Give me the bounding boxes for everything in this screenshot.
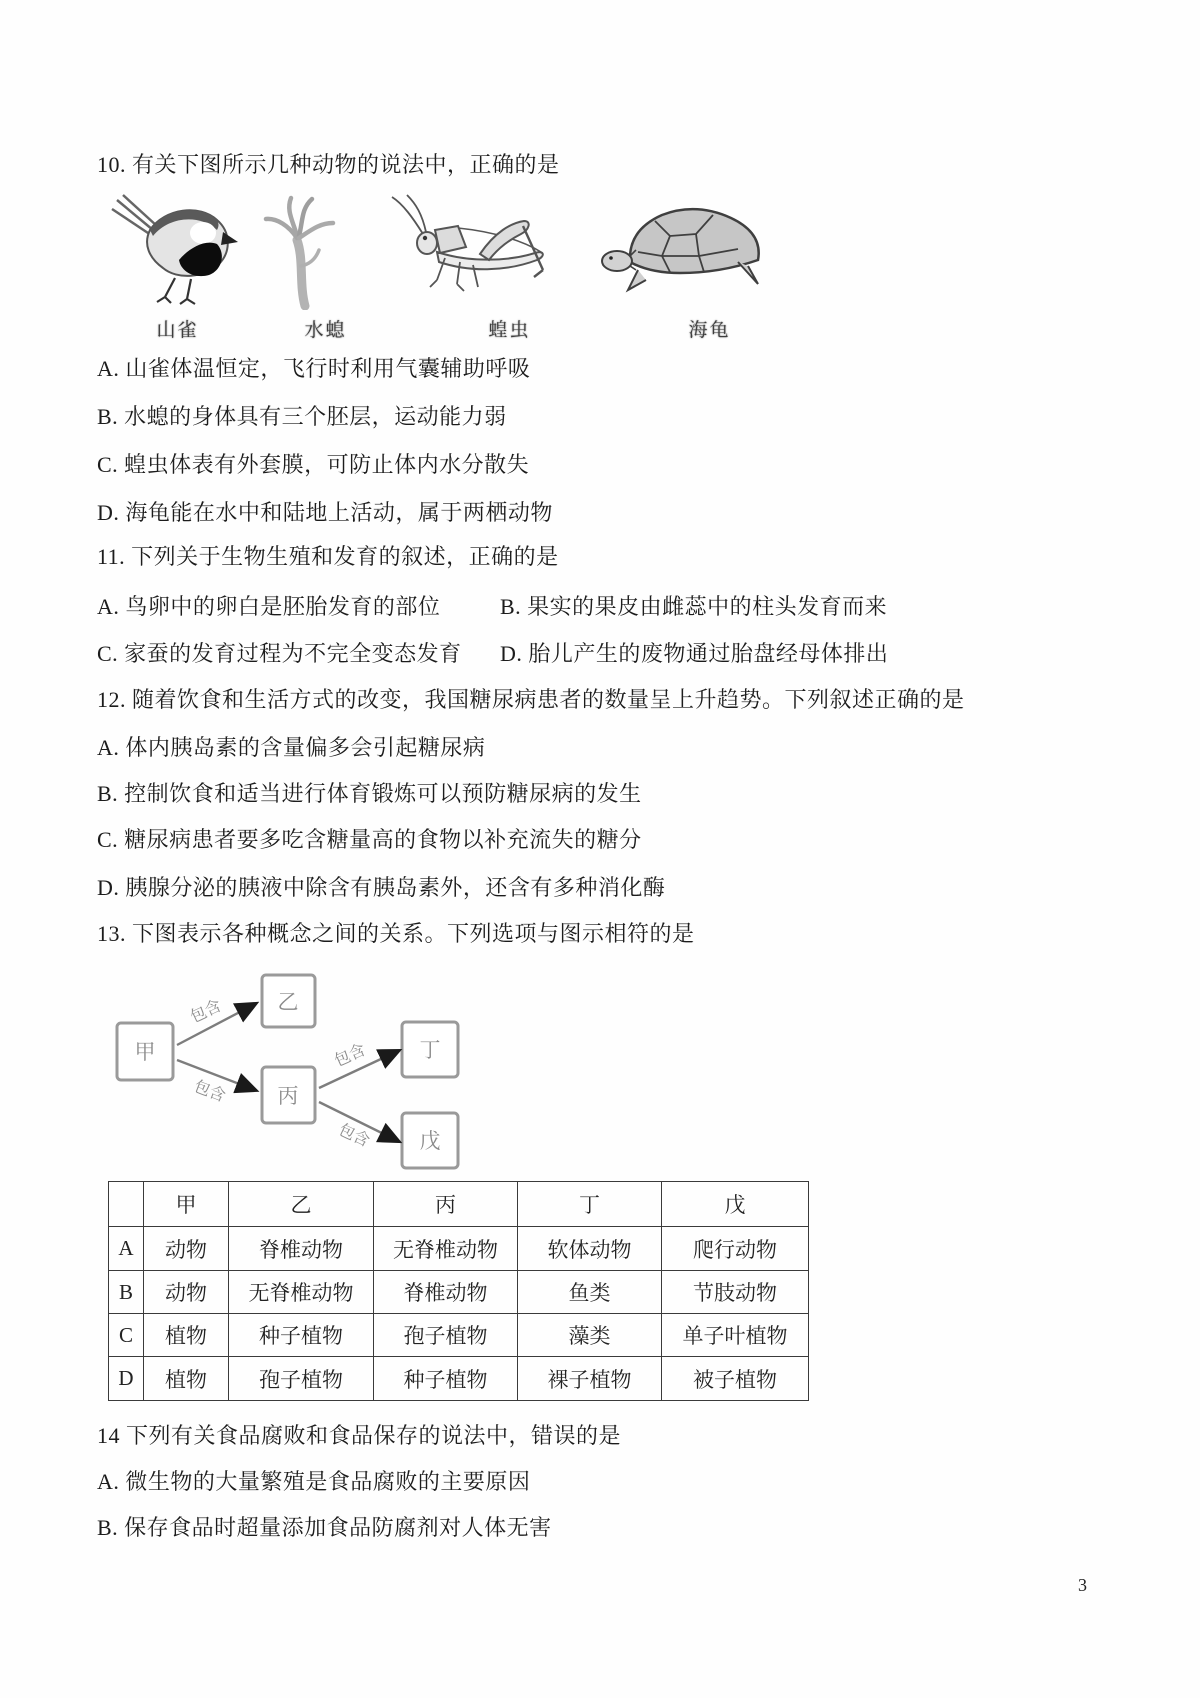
q10-option-b: B. 水螅的身体具有三个胚层，运动能力弱 <box>97 404 507 429</box>
node-label-ding: 丁 <box>419 1038 441 1062</box>
header-cell-yi: 乙 <box>229 1182 374 1227</box>
question-13-title: 13. 下图表示各种概念之间的关系。下列选项与图示相符的是 <box>97 921 695 946</box>
question-11-title: 11. 下列关于生物生殖和发育的叙述，正确的是 <box>97 544 559 569</box>
edge-label-baohan-1: 包含 <box>187 997 225 1027</box>
table-cell: D <box>109 1357 144 1401</box>
table-cell: 节肢动物 <box>662 1271 809 1314</box>
table-cell: C <box>109 1314 144 1357</box>
table-cell: B <box>109 1271 144 1314</box>
node-label-bing: 丙 <box>277 1084 299 1108</box>
table-header-row <box>109 1182 809 1227</box>
q12-option-c: C. 糖尿病患者要多吃含糖量高的食物以补充流失的糖分 <box>97 827 642 852</box>
table-cell: 爬行动物 <box>662 1227 809 1271</box>
table-cell: 鱼类 <box>518 1271 662 1314</box>
table-cell: 无脊椎动物 <box>229 1271 374 1314</box>
turtle-image <box>600 200 770 300</box>
table-cell: 种子植物 <box>374 1357 518 1401</box>
q11-option-c: C. 家蚕的发育过程为不完全变态发育 <box>97 641 462 666</box>
q10-option-c: C. 蝗虫体表有外套膜，可防止体内水分散失 <box>97 452 530 477</box>
table-cell: 动物 <box>144 1271 229 1314</box>
q11-option-b: B. 果实的果皮由雌蕊中的柱头发育而来 <box>500 594 888 619</box>
header-cell-wu: 戊 <box>662 1182 809 1227</box>
header-cell-blank <box>109 1182 144 1227</box>
question-10-title: 10. 有关下图所示几种动物的说法中，正确的是 <box>97 152 560 177</box>
edge-label-baohan-4: 包含 <box>335 1121 373 1151</box>
table-cell: 被子植物 <box>662 1357 809 1401</box>
edge-label-baohan-2: 包含 <box>191 1078 228 1106</box>
hydra-caption: 水螅 <box>304 320 347 341</box>
turtle-caption: 海龟 <box>688 320 731 341</box>
question-12-title: 12. 随着饮食和生活方式的改变，我国糖尿病患者的数量呈上升趋势。下列叙述正确的是 <box>97 687 965 712</box>
q13-options-table <box>108 1181 809 1401</box>
node-label-jia: 甲 <box>134 1040 156 1064</box>
grasshopper-caption: 蝗虫 <box>488 320 531 341</box>
table-cell: 单子叶植物 <box>662 1314 809 1357</box>
bird-caption: 山雀 <box>156 320 199 341</box>
table-row <box>109 1314 809 1357</box>
node-label-yi: 乙 <box>277 990 299 1014</box>
table-cell: 动物 <box>144 1227 229 1271</box>
table-row <box>109 1271 809 1314</box>
table-cell: 藻类 <box>518 1314 662 1357</box>
page-number: 3 <box>1078 1575 1087 1595</box>
hydra-image <box>253 188 353 310</box>
q12-option-d: D. 胰腺分泌的胰液中除含有胰岛素外，还含有多种消化酶 <box>97 875 666 900</box>
table-row <box>109 1357 809 1401</box>
header-cell-ding: 丁 <box>518 1182 662 1227</box>
q10-option-d: D. 海龟能在水中和陆地上活动，属于两栖动物 <box>97 500 553 525</box>
table-cell: A <box>109 1227 144 1271</box>
table-row <box>109 1227 809 1271</box>
q10-option-a: A. 山雀体温恒定，飞行时利用气囊辅助呼吸 <box>97 356 531 381</box>
q14-option-a: A. 微生物的大量繁殖是食品腐败的主要原因 <box>97 1469 531 1494</box>
table-cell: 软体动物 <box>518 1227 662 1271</box>
edge-label-baohan-3: 包含 <box>332 1041 369 1071</box>
header-cell-jia: 甲 <box>144 1182 229 1227</box>
grasshopper-image <box>385 192 560 304</box>
q11-option-a: A. 鸟卵中的卵白是胚胎发育的部位 <box>97 594 441 619</box>
table-cell: 脊椎动物 <box>374 1271 518 1314</box>
table-cell: 种子植物 <box>229 1314 374 1357</box>
table-cell: 无脊椎动物 <box>374 1227 518 1271</box>
table-cell: 孢子植物 <box>374 1314 518 1357</box>
q12-option-a: A. 体内胰岛素的含量偏多会引起糖尿病 <box>97 735 486 760</box>
concept-diagram <box>100 950 475 1182</box>
q14-option-b: B. 保存食品时超量添加食品防腐剂对人体无害 <box>97 1515 552 1540</box>
table-cell: 植物 <box>144 1357 229 1401</box>
table-cell: 孢子植物 <box>229 1357 374 1401</box>
q11-option-d: D. 胎儿产生的废物通过胎盘经母体排出 <box>500 641 889 666</box>
header-cell-bing: 丙 <box>374 1182 518 1227</box>
table-cell: 裸子植物 <box>518 1357 662 1401</box>
table-cell: 脊椎动物 <box>229 1227 374 1271</box>
q12-option-b: B. 控制饮食和适当进行体育锻炼可以预防糖尿病的发生 <box>97 781 642 806</box>
question-14-title: 14 下列有关食品腐败和食品保存的说法中，错误的是 <box>97 1423 622 1448</box>
bird-image <box>105 192 240 307</box>
node-label-wu: 戊 <box>419 1129 441 1153</box>
table-cell: 植物 <box>144 1314 229 1357</box>
